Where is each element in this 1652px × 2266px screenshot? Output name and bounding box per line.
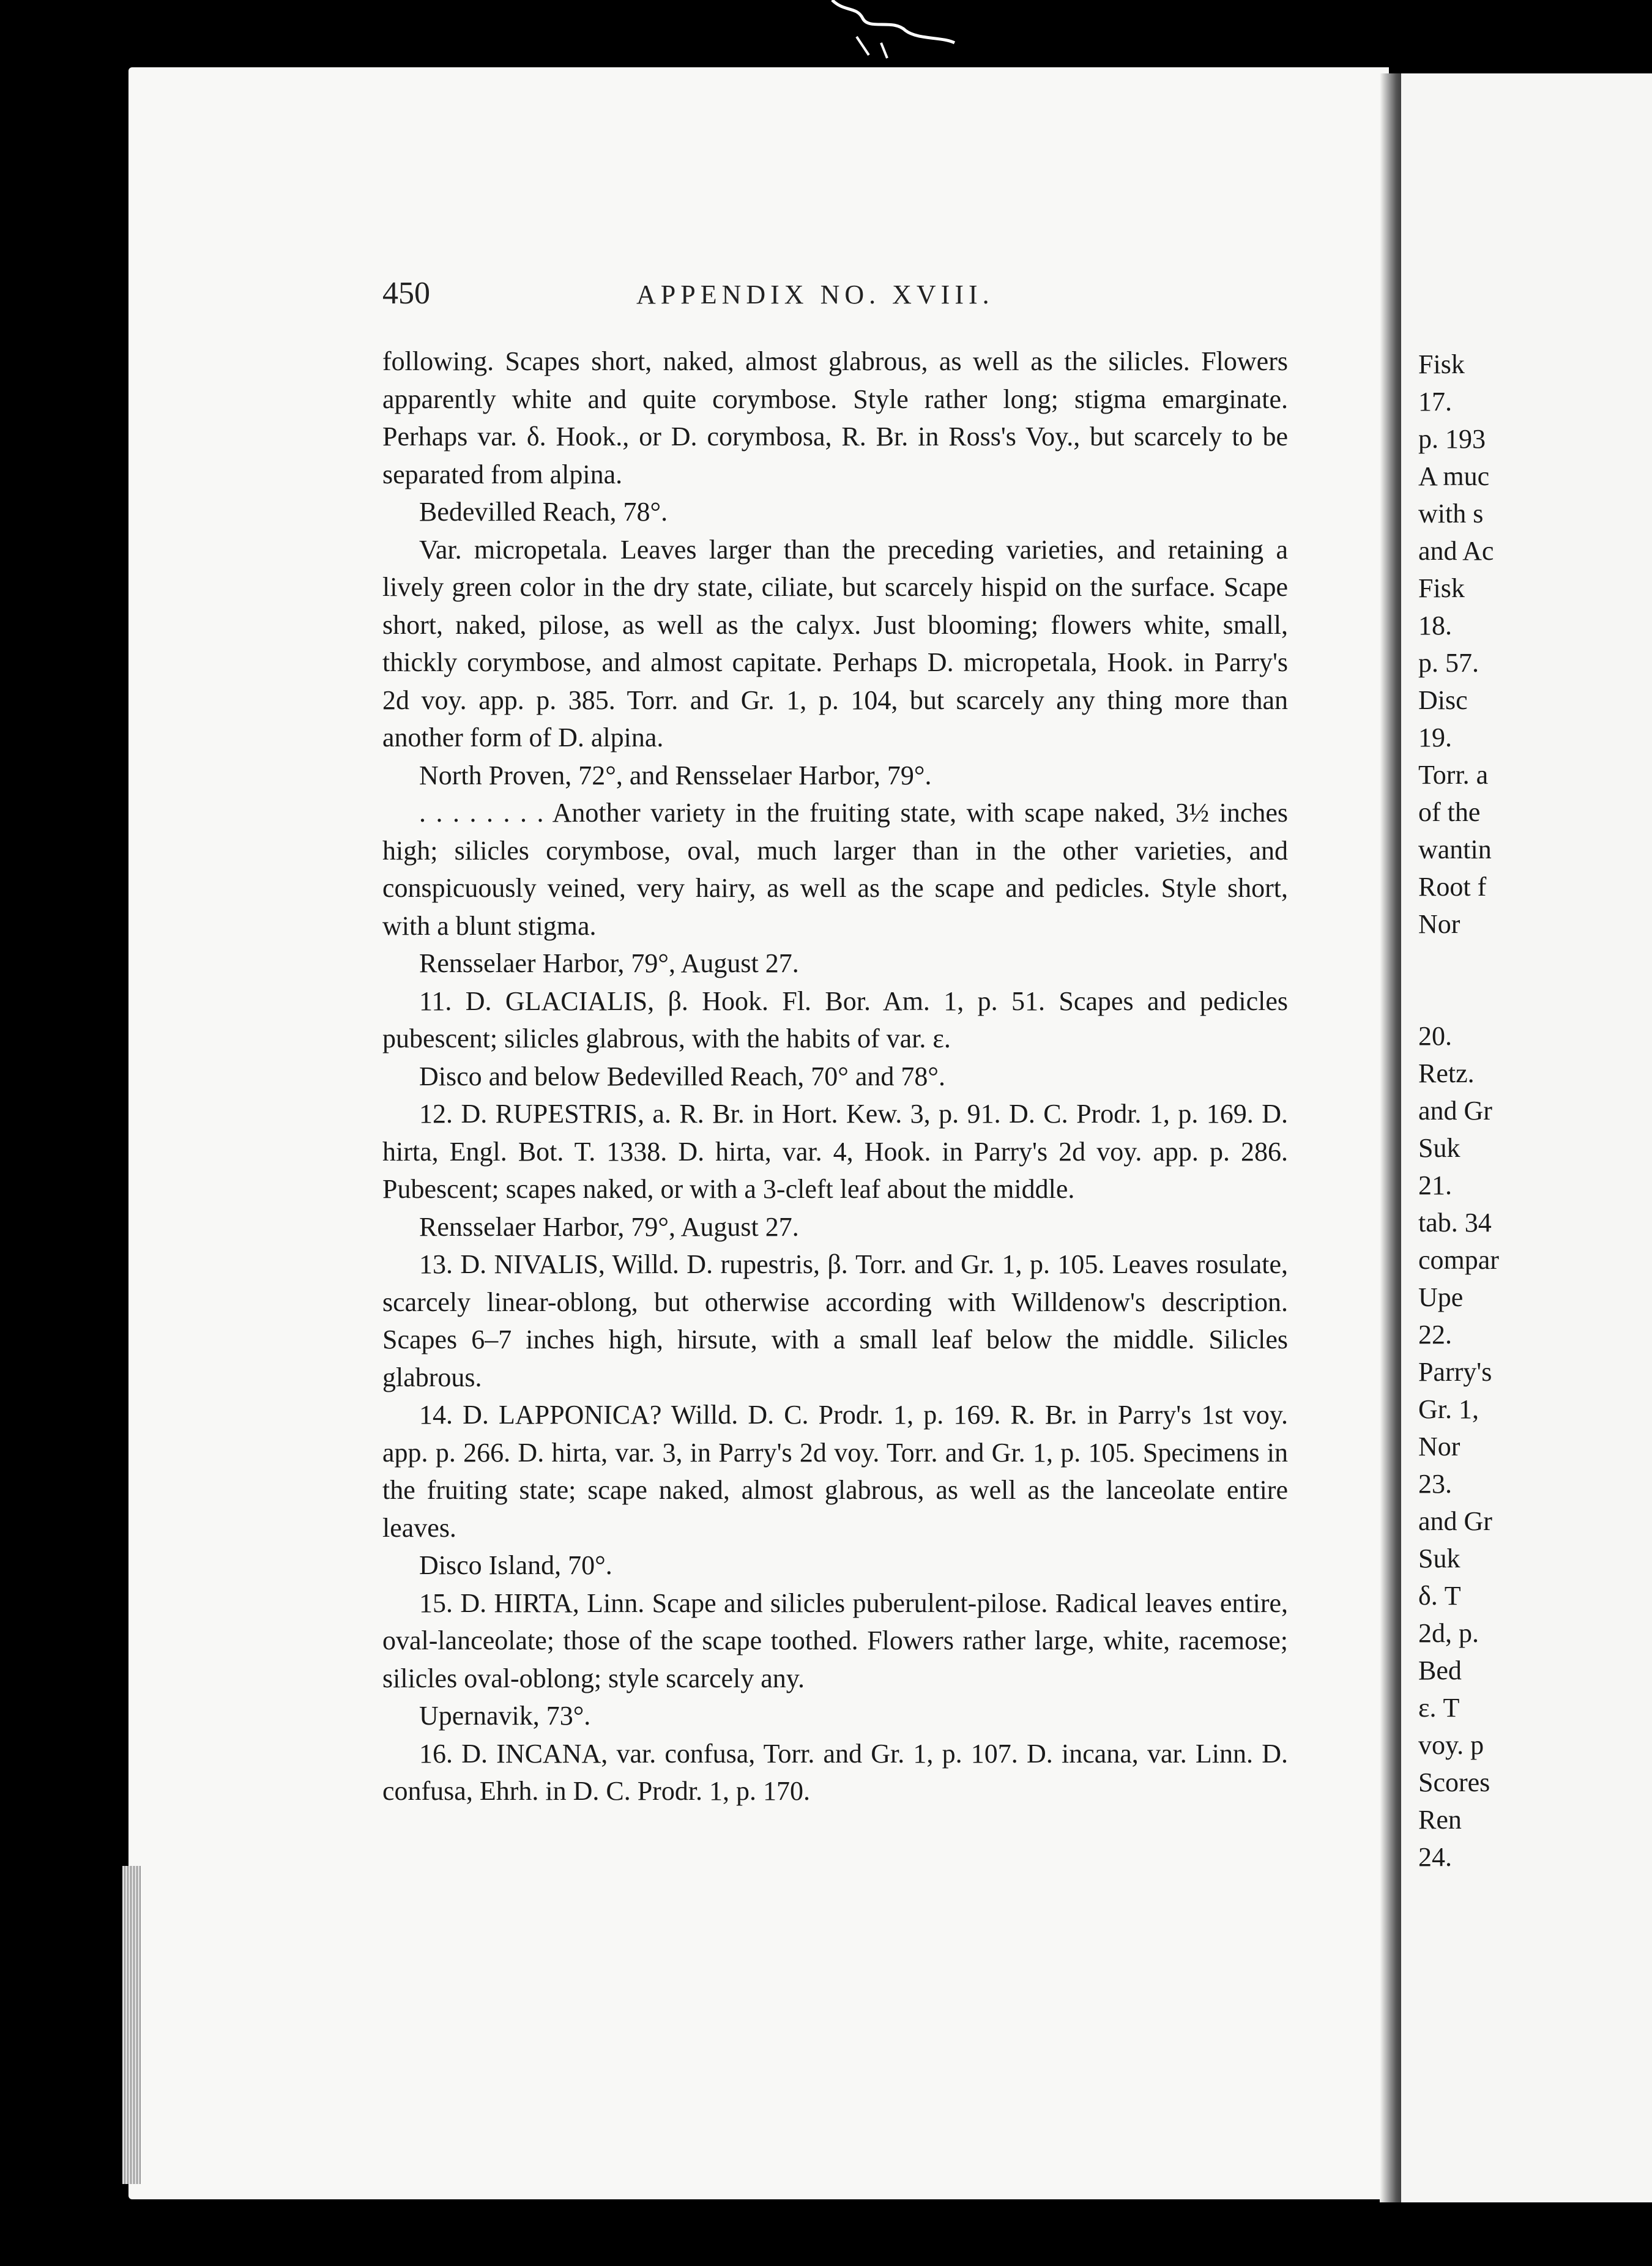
right-page-line: 17. [1418, 387, 1452, 417]
right-page-line: tab. 34 [1418, 1208, 1492, 1238]
right-page-line: Root f [1418, 872, 1487, 902]
species-entry: 11. D. GLACIALIS, β. Hook. Fl. Bor. Am. 1, p. 51. Scapes and pedicles pubescent; silicles glabrous, with the habits of var. ε. [382, 986, 1288, 1053]
right-page-line: A muc [1418, 461, 1490, 491]
locality-line: Disco and below Bedevilled Reach, 70° and 78°. [419, 1061, 945, 1091]
species-entry: 14. D. LAPPONICA? Willd. D. C. Prodr. 1, p. 169. R. Br. in Parry's 1st voy. app. p. 266. D. hirta, var. 3, in Parry's 2d voy. Torr. and Gr. 1, p. 105. Specimens in the fruiting state; scape naked, almost glabrous, as well as the lanceolate entire leaves. [382, 1400, 1288, 1543]
right-page-line: compar [1418, 1245, 1499, 1275]
right-page-line: Ren [1418, 1805, 1462, 1835]
right-page-line: and Ac [1418, 536, 1494, 566]
paragraph: following. Scapes short, naked, almost glabrous, as well as the silicles. Flowers apparently white and quite corymbose. Style rather long; stigma emarginate. Perhaps var. δ. Hook., or D. corymbosa, R. Br. in Ross's Voy., but scarcely to be separated from alpina. [382, 346, 1288, 489]
right-page-line: 19. [1418, 723, 1452, 752]
paragraph: Var. micropetala. Leaves larger than the preceding varieties, and retaining a lively green color in the dry state, ciliate, but scarcely hispid on the surface. Scape short, naked, pilose, as well as the calyx. Just blooming; flowers white, small, thickly corymbose, and almost capitate. Perhaps D. micropetala, Hook. in Parry's 2d voy. app. p. 385. Torr. and Gr. 1, p. 104, but scarcely any thing more than another form of D. alpina. [382, 534, 1288, 752]
locality-line: Bedevilled Reach, 78°. [419, 497, 668, 527]
right-page-text [1418, 346, 1499, 1876]
right-page-line: ε. T [1418, 1693, 1460, 1723]
species-entry: 12. D. RUPESTRIS, a. R. Br. in Hort. Kew. 3, p. 91. D. C. Prodr. 1, p. 169. D. hirta, Engl. Bot. T. 1338. D. hirta, var. 4, Hook. in Parry's 2d voy. app. p. 286. Pubescent; scapes naked, or with a 3-cleft leaf about the middle. [382, 1099, 1288, 1204]
right-page-line: 18. [1418, 611, 1452, 641]
right-page-line: wantin [1418, 834, 1492, 864]
right-page-line: Torr. a [1418, 760, 1489, 790]
right-page-line: Suk [1418, 1543, 1460, 1573]
right-page-line: and Gr [1418, 1096, 1492, 1126]
right-page-line: Nor [1418, 1432, 1460, 1462]
right-page-line: 20. [1418, 1021, 1452, 1051]
right-page-line: Disc [1418, 685, 1468, 715]
right-page-line: 24. [1418, 1842, 1452, 1872]
right-page-line: Scores [1418, 1767, 1490, 1797]
right-page-line: of the [1418, 797, 1481, 827]
right-page-line: Retz. [1418, 1058, 1475, 1088]
right-page-line: Fisk [1418, 349, 1465, 379]
species-entry: 16. D. INCANA, var. confusa, Torr. and Gr. 1, p. 107. D. incana, var. Linn. D. confusa, Ehrh. in D. C. Prodr. 1, p. 170. [382, 1738, 1288, 1806]
species-entry: 15. D. HIRTA, Linn. Scape and silicles puberulent-pilose. Radical leaves entire, oval-lanceolate; those of the scape toothed. Flowers rather large, white, racemose; silicles oval-oblong; style scarcely any. [382, 1588, 1288, 1693]
right-page-line: Upe [1418, 1282, 1464, 1312]
body-text [382, 343, 1288, 1810]
right-page-line: Gr. 1, [1418, 1394, 1479, 1424]
right-page-line: Nor [1418, 909, 1460, 939]
right-page-line [1418, 980, 1499, 1017]
locality-line: Upernavik, 73°. [419, 1701, 591, 1731]
right-page-line: and Gr [1418, 1506, 1492, 1536]
right-page-line: p. 193 [1418, 424, 1486, 454]
page-edge [122, 1866, 141, 2184]
locality-line: Rensselaer Harbor, 79°, August 27. [419, 948, 799, 978]
right-page-line: p. 57. [1418, 648, 1479, 678]
right-page-line: 21. [1418, 1170, 1452, 1200]
right-page-line: 2d, p. [1418, 1618, 1479, 1648]
right-page-line: Bed [1418, 1655, 1462, 1685]
locality-line: Disco Island, 70°. [419, 1550, 612, 1580]
paragraph: . . . . . . . . Another variety in the fruiting state, with scape naked, 3½ inches high; silicles corymbose, oval, much larger than in the other varieties, and conspicuously veined, very hairy, as well as the scape and pedicles. Style short, with a blunt stigma. [382, 798, 1288, 941]
right-page-line: Fisk [1418, 573, 1465, 603]
right-page-line: Parry's [1418, 1357, 1492, 1387]
top-scribble-mark [820, 0, 967, 61]
right-page-line: Suk [1418, 1133, 1460, 1163]
page-number: 450 [382, 276, 430, 311]
right-page-line: 23. [1418, 1469, 1452, 1499]
right-page-line: 22. [1418, 1320, 1452, 1350]
locality-line: Rensselaer Harbor, 79°, August 27. [419, 1211, 799, 1242]
right-page-line: with s [1418, 499, 1484, 529]
right-page-line: voy. p [1418, 1730, 1484, 1760]
right-page-line [1418, 943, 1499, 980]
running-head: APPENDIX NO. XVIII. [636, 280, 994, 310]
right-page-line: δ. T [1418, 1581, 1461, 1611]
locality-line: North Proven, 72°, and Rensselaer Harbor, 79°. [419, 760, 932, 790]
species-entry: 13. D. NIVALIS, Willd. D. rupestris, β. Torr. and Gr. 1, p. 105. Leaves rosulate, scarcely linear-oblong, but otherwise according with Willdenow's description. Scapes 6–7 inches high, hirsute, with a small leaf below the middle. Silicles glabrous. [382, 1249, 1288, 1392]
